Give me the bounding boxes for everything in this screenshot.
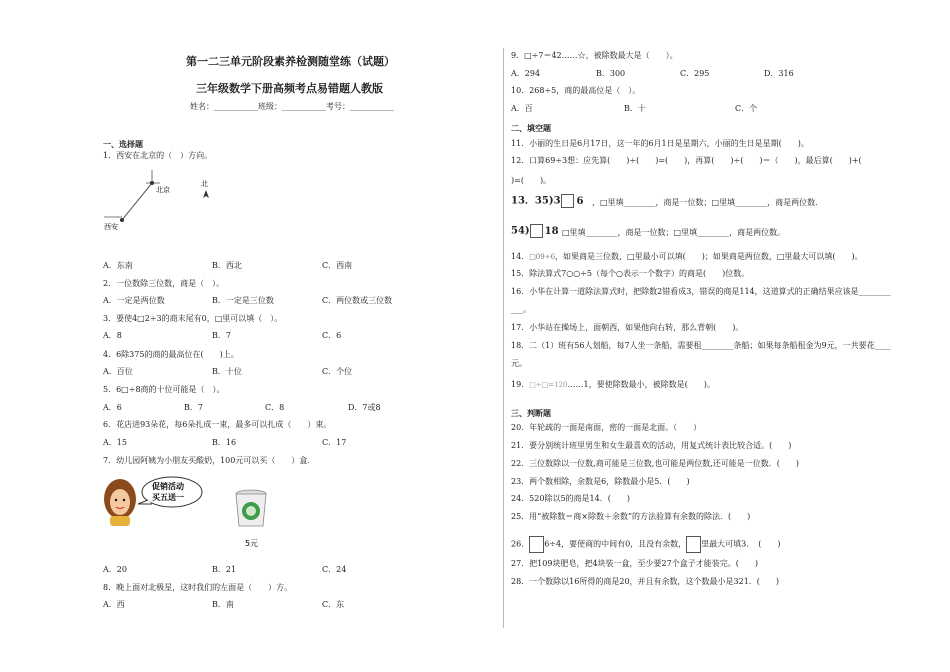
q6-option-a[interactable]: A．15 xyxy=(103,438,127,447)
q2-text: 2．一位数除三位数，商是（ ）。 xyxy=(103,279,225,288)
q1-option-b[interactable]: B．西北 xyxy=(212,261,242,270)
q27-text: 27．把109块肥皂，把4块装一盒，至少要27个盒子才能装完。( ) xyxy=(511,559,758,568)
direction-map xyxy=(100,168,230,238)
q9-option-b[interactable]: B．300 xyxy=(596,69,626,78)
q8-text: 8．晚上面对北极星，这时我们的左面是（ ）方。 xyxy=(103,583,293,592)
q17-text: 17．小华站在操场上，面朝西，如果他向右转，那么背朝( )。 xyxy=(511,323,744,332)
q3-text: 3．要使4□2÷3的商末尾有0，□里可以填（ ）。 xyxy=(103,314,283,323)
q6-text: 6．花店进93朵花，每6朵扎成一束，最多可以扎成（ ）束。 xyxy=(103,420,332,429)
q13a-division: 13．35)3 6 xyxy=(511,195,584,207)
q6-option-c[interactable]: C．17 xyxy=(322,438,347,447)
beijing-dot xyxy=(150,181,154,185)
section-choice-heading: 一、选择题 xyxy=(103,139,143,149)
promo-line2: 买五送一 xyxy=(152,493,184,502)
q4-option-c[interactable]: C．个位 xyxy=(322,367,353,376)
q4-option-b[interactable]: B．十位 xyxy=(212,367,242,376)
q21-text: 21．要分别统计班里男生和女生最喜欢的活动，用复式统计表比较合适。( ) xyxy=(511,441,792,450)
q7-option-a[interactable]: A．20 xyxy=(103,565,127,574)
q15-text: 15．除法算式7○○÷5（每个○表示一个数字）的商是( )位数。 xyxy=(511,269,750,278)
q1-option-c[interactable]: C．西南 xyxy=(322,261,353,270)
q5-option-c[interactable]: C．8 xyxy=(265,403,285,412)
xian-dot xyxy=(120,218,124,222)
q8-option-c[interactable]: C．东 xyxy=(322,600,345,609)
q5-text: 5．6□÷8商的十位可能是（ ）。 xyxy=(103,385,225,394)
q22-text: 22．三位数除以一位数,商可能是三位数,也可能是两位数,还可能是一位数．( ) xyxy=(511,459,800,468)
q11-text: 11．小丽的生日是6月17日，这一年的6月1日是星期六，小丽的生日是星期( )。 xyxy=(511,139,809,148)
q4-option-a[interactable]: A．百位 xyxy=(103,367,133,376)
q10-text: 10．268÷5，商的最高位是（ ）。 xyxy=(511,86,641,95)
beijing-label: 北京 xyxy=(156,186,170,194)
q9-option-a[interactable]: A．294 xyxy=(511,69,541,78)
q7-option-b[interactable]: B．21 xyxy=(212,565,237,574)
q6-option-b[interactable]: B．16 xyxy=(212,438,237,447)
q19-text: 19．□÷□=120……1，要使除数最小，被除数是( )。 xyxy=(511,380,715,389)
q28-text: 28．一个数除以16所得的商是20，并且有余数，这个数最小是321．( ) xyxy=(511,577,780,586)
q3-option-b[interactable]: B．7 xyxy=(212,331,231,340)
q24-text: 24．520除以5的商是14．( ) xyxy=(511,494,630,503)
q16-text: 16．小华在计算一道除法算式时，把除数2错看成3，错误的商是114，这道算式的正确结果应该是________ xyxy=(511,287,891,296)
q13b-text: □里填________，商是一位数；□里填________，商是两位数。 xyxy=(562,228,786,237)
q23-text: 23．两个数相除，余数是6，除数最小是5．( ) xyxy=(511,477,690,486)
q13a-text: ，□里填________，商是一位数；□里填________，商是两位数. xyxy=(592,198,818,207)
q5-option-d[interactable]: D．7或8 xyxy=(348,403,381,412)
promo-line1: 促销活动 xyxy=(152,482,184,491)
q5-option-a[interactable]: A．6 xyxy=(103,403,122,412)
girl-icon xyxy=(104,479,136,526)
section-fill-heading: 二、填空题 xyxy=(511,123,551,133)
north-label: 北 xyxy=(201,180,208,188)
xian-label: 西安 xyxy=(104,223,118,231)
yogurt-price: 5元 xyxy=(245,539,259,548)
q25-text: 25．用“被除数＝商×除数＋余数”的方法验算有余数的除法．( ) xyxy=(511,512,751,521)
q8-option-a[interactable]: A．西 xyxy=(103,600,125,609)
q9-option-d[interactable]: D．316 xyxy=(764,69,794,78)
q1-option-a[interactable]: A．东南 xyxy=(103,261,133,270)
q14-text: 14．□09÷6，如果商是三位数，□里最小可以填( )；如果商是两位数，□里最大可以填( )。 xyxy=(511,252,863,261)
q8-option-b[interactable]: B．南 xyxy=(212,600,234,609)
q3-option-c[interactable]: C．6 xyxy=(322,331,342,340)
q2-option-a[interactable]: A．一定是两位数 xyxy=(103,296,165,305)
q1-text: 1．西安在北京的（ ）方向。 xyxy=(103,151,213,160)
q2-option-c[interactable]: C．两位数或三位数 xyxy=(322,296,393,305)
q3-option-a[interactable]: A．8 xyxy=(103,331,122,340)
q18-text: 18．二（1）班有56人划船，每7人坐一条船，需要租________条船；如果每条船租金为9元，一共要花____ xyxy=(511,341,891,350)
q9-text: 9．□÷7＝42……☆，被除数最大是（ ）。 xyxy=(511,51,678,60)
worksheet-subtitle: 三年级数学下册高频考点易错题人教版 xyxy=(196,82,383,95)
student-info-line: 姓名：___________班级：___________考号：___________ xyxy=(190,102,394,111)
q7-option-c[interactable]: C．24 xyxy=(322,565,347,574)
north-arrow-icon xyxy=(203,190,209,198)
q20-text: 20．年轮疏的一面是南面，密的一面是北面。（ ） xyxy=(511,423,702,432)
yogurt-promo-illustration xyxy=(100,474,300,556)
q26-text: 26． 6÷4，要使商的中间有0，且没有余数， 里最大可填3． ( ) xyxy=(511,536,781,553)
yogurt-cup-icon xyxy=(236,490,266,526)
q10-option-b[interactable]: B．十 xyxy=(624,104,646,113)
q5-option-b[interactable]: B．7 xyxy=(184,403,203,412)
q2-option-b[interactable]: B．一定是三位数 xyxy=(212,296,274,305)
column-divider xyxy=(503,48,504,628)
q7-text: 7．幼儿园阿姨为小朋友买酸奶，100元可以买（ ）盒. xyxy=(103,456,310,465)
q12-text: 12．口算69÷3想：应先算( )÷( )=( )，再算( )÷( )＝（ )，最后算( )+( xyxy=(511,156,862,165)
q9-option-c[interactable]: C．295 xyxy=(680,69,710,78)
q12-text-cont: )=( )。 xyxy=(511,176,552,185)
q10-option-c[interactable]: C．个 xyxy=(735,104,758,113)
worksheet-title: 第一二三单元阶段素养检测随堂练（试题） xyxy=(186,55,395,68)
q16-text-cont: ___。 xyxy=(511,305,531,314)
q4-text: 4．6除375的商的最高位在( )上。 xyxy=(103,350,239,359)
q18-text-cont: 元。 xyxy=(511,359,527,368)
section-judge-heading: 三、判断题 xyxy=(511,408,551,418)
q13b-division: 54) 18 xyxy=(511,225,559,237)
q10-option-a[interactable]: A．百 xyxy=(511,104,533,113)
